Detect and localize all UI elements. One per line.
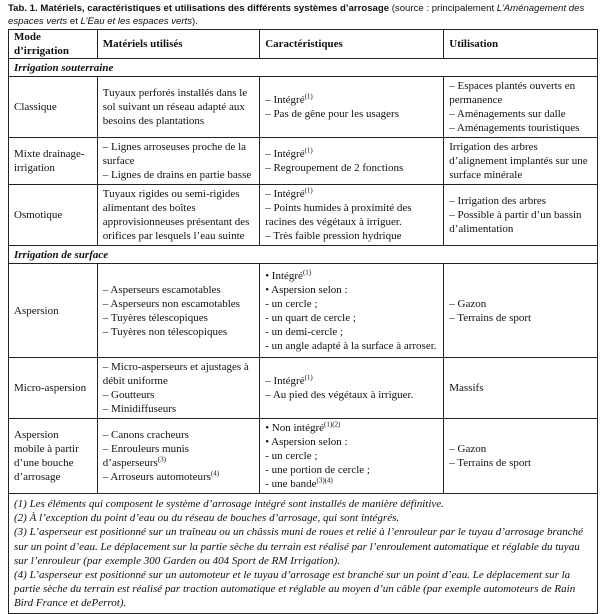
caracteristiques-cell-line-footnote-ref: (1) (302, 267, 312, 276)
materiels-cell-line-footnote-ref: (4) (210, 469, 220, 478)
table-header-row (9, 30, 598, 59)
utilisation-cell-line: – Aménagements sur dalle (449, 108, 566, 120)
caracteristiques-cell-line (265, 93, 438, 107)
section-title: Irrigation de surface (9, 246, 598, 264)
caracteristiques-cell-line-text: • Intégré (265, 269, 303, 282)
materiels-cell (97, 185, 259, 246)
caracteristiques-cell-line-text: - un quart de cercle ; (265, 311, 356, 324)
caracteristiques-cell-line (265, 147, 438, 161)
materiels-cell-line-footnote-ref: (3) (157, 455, 166, 464)
caracteristiques-cell-line (265, 107, 438, 121)
caracteristiques-cell-line-text: - un cercle ; (265, 450, 318, 462)
caracteristiques-cell (260, 419, 444, 494)
irrigation-table (8, 29, 598, 614)
materiels-cell-line: Tuyaux rigides ou semi-rigides alimentant des boîtes approvisionneuses présentant des orifices par lesquels l’eau suinte (102, 188, 250, 242)
caracteristiques-cell-line-text: – Intégré (265, 375, 305, 387)
materiels-cell-line: – Micro-asperseurs et ajustages à débit uniforme (102, 361, 249, 387)
materiels-cell-line: Tuyaux perforés installés dans le sol suivant un réseau adapté aux besoins des plantations (102, 87, 248, 127)
utilisation-cell-line: – Gazon (449, 297, 487, 310)
materiels-cell (97, 419, 259, 494)
materiels-cell (97, 358, 259, 419)
caracteristiques-cell-line (265, 339, 438, 353)
caracteristiques-cell-line (265, 435, 438, 449)
materiels-cell (97, 77, 259, 138)
utilisation-cell-line: – Espaces plantés ouverts en permanence (449, 80, 576, 106)
caracteristiques-cell-line (265, 388, 438, 402)
materiels-cell-line: – Asperseurs non escamotables (102, 297, 240, 310)
section-title: Irrigation souterraine (9, 59, 598, 77)
table-row (9, 264, 598, 358)
caracteristiques-cell-line-text: – Intégré (265, 94, 305, 106)
utilisation-cell-line: – Gazon (449, 443, 487, 455)
caracteristiques-cell-line (265, 269, 438, 283)
caption-source-prefix: (source : principalement (389, 3, 497, 14)
notes-row (9, 494, 598, 614)
caracteristiques-cell-line-text: • Aspersion selon : (265, 283, 348, 296)
caracteristiques-cell-line (265, 161, 438, 175)
materiels-cell-line (103, 442, 254, 470)
footnotes (9, 494, 598, 614)
caption-source-title: L’Aménagement des espaces verts (8, 3, 585, 27)
mode-cell: Aspersion (9, 264, 98, 358)
utilisation-cell-line: Massifs (449, 382, 484, 394)
utilisation-cell-line: – Irrigation des arbres (449, 195, 547, 207)
footnote-item: (2) À l’exception du point d’eau ou du réseau de bouches d’arrosage, qui sont intégrés. (14, 512, 400, 525)
caracteristiques-cell-line-footnote-ref: (1)(2) (324, 420, 341, 429)
caracteristiques-cell (260, 264, 444, 358)
mode-cell: Mixte drainage-irrigation (9, 138, 98, 185)
mode-cell: Osmotique (9, 185, 98, 246)
header-utilisation: Utilisation (444, 30, 598, 59)
caracteristiques-cell-line-text: • Aspersion selon : (265, 436, 348, 448)
utilisation-cell-line: – Terrains de sport (449, 311, 532, 324)
caracteristiques-cell-line (265, 477, 438, 491)
materiels-cell-line-text: – Enrouleurs munis d’asperseurs (102, 443, 189, 469)
mode-cell: Aspersion mobile à partir d’une bouche d’arrosage (9, 419, 98, 494)
caracteristiques-cell-line-text: - un demi-cercle ; (265, 325, 344, 338)
materiels-cell-line: – Asperseurs escamotables (102, 283, 221, 296)
caracteristiques-cell-line-text: – Très faible pression hydrique (265, 230, 402, 242)
materiels-cell-line-text: – Canons cracheurs (102, 429, 189, 441)
materiels-cell-line: – Tuyères non télescopiques (102, 325, 228, 338)
utilisation-cell-line: – Possible à partir d’un bassin d’alimentation (449, 209, 582, 235)
materiels-cell-line (103, 470, 254, 484)
mode-cell: Classique (9, 77, 98, 138)
caracteristiques-cell-line-text: – Intégré (265, 148, 305, 160)
caracteristiques-cell-line (265, 325, 438, 339)
materiels-cell-line: – Lignes arroseuses proche de la surface (102, 141, 247, 167)
caracteristiques-cell-line-text: – Points humides à proximité des racines des végétaux à irriguer. (265, 202, 412, 228)
materiels-cell (97, 138, 259, 185)
caracteristiques-cell-line-text: – Pas de gêne pour les usagers (265, 108, 399, 120)
header-caracteristiques: Caractéristiques (260, 30, 444, 59)
footnote-item: (4) L’asperseur est positionné sur un automoteur et le tuyau d’arrosage est branché sur un point d’eau. Le déplacement sur la partie sèche du terrain est réalisé par traction automatique et réglable au moyen d’un câble (par exemple automoteurs de Rain Bird France et dePerrot). (14, 569, 576, 610)
utilisation-cell (444, 77, 598, 138)
table-caption (8, 3, 598, 28)
caracteristiques-cell-line (265, 421, 438, 435)
caracteristiques-cell (260, 77, 444, 138)
caption-source-mid: et (67, 15, 81, 27)
caracteristiques-cell (260, 185, 444, 246)
caracteristiques-cell (260, 358, 444, 419)
materiels-cell-line: – Goutteurs (102, 389, 155, 401)
caracteristiques-cell-line (265, 187, 438, 201)
caracteristiques-cell-line-text: - une bande (265, 478, 317, 490)
caracteristiques-cell-line (265, 374, 438, 388)
table-body (9, 59, 598, 494)
materiels-cell-line: – Minidiffuseurs (102, 403, 177, 415)
caracteristiques-cell-line-text: - un cercle ; (265, 297, 318, 310)
caracteristiques-cell-line (265, 229, 438, 243)
table-row (9, 77, 598, 138)
caracteristiques-cell-line (265, 463, 438, 477)
footnote-item: (3) L’asperseur est positionné sur un traîneau ou un châssis muni de roues et relié à l’enrouleur par le tuyau d’arrosage branché sur un point d’eau. Le déplacement sur la partie sèche du terrain est réalisé par l’enroulement automatique et réglable du tuyau sur l’enrouleur (par exemple 300 Garden ou 404 Sport de RM Irrigation). (14, 526, 583, 567)
section-row (9, 246, 598, 264)
caracteristiques-cell-line (265, 311, 438, 325)
caracteristiques-cell-line-text: - une portion de cercle ; (265, 464, 370, 476)
caracteristiques-cell-line (265, 297, 438, 311)
utilisation-cell (444, 138, 598, 185)
caption-source-suffix: ). (192, 15, 198, 27)
header-mode: Mode d’irrigation (9, 30, 98, 59)
materiels-cell-line-text: – Arroseurs automoteurs (102, 471, 211, 483)
caracteristiques-cell-line-footnote-ref: (3)(4) (316, 476, 333, 485)
caracteristiques-cell-line-footnote-ref: (1) (304, 92, 313, 101)
caracteristiques-cell (260, 138, 444, 185)
caracteristiques-cell-line (265, 449, 438, 463)
caracteristiques-cell-line-text: • Non intégré (265, 422, 325, 434)
materiels-cell-line: – Lignes de drains en partie basse (102, 169, 252, 181)
materiels-cell (97, 264, 259, 358)
utilisation-cell (444, 185, 598, 246)
caracteristiques-cell-line (265, 201, 438, 229)
caption-label: Tab. 1. Matériels, caractéristiques et utilisations des différents systèmes d’arrosage (8, 3, 390, 14)
utilisation-cell-line: – Terrains de sport (449, 457, 532, 469)
utilisation-cell (444, 419, 598, 494)
caracteristiques-cell-line-footnote-ref: (1) (304, 146, 313, 155)
caracteristiques-cell-line-text: – Au pied des végétaux à irriguer. (265, 389, 414, 401)
utilisation-cell (444, 358, 598, 419)
table-row (9, 185, 598, 246)
caracteristiques-cell-line-text: – Intégré (265, 188, 305, 200)
caracteristiques-cell-line-footnote-ref: (1) (304, 186, 313, 195)
utilisation-cell-line: – Aménagements touristiques (449, 122, 580, 134)
caracteristiques-cell-line-text: - un angle adapté à la surface à arroser. (265, 339, 437, 352)
section-row (9, 59, 598, 77)
table-row (9, 358, 598, 419)
caracteristiques-cell-line (265, 283, 438, 297)
materiels-cell-line (103, 428, 254, 442)
caracteristiques-cell-line-footnote-ref: (1) (304, 373, 313, 382)
utilisation-cell (444, 264, 598, 358)
header-materiels: Matériels utilisés (97, 30, 259, 59)
footnote-item: (1) Les éléments qui composent le système d’arrosage intégré sont installés de manière définitive. (14, 498, 444, 510)
table-row (9, 419, 598, 494)
utilisation-cell-line: Irrigation des arbres d’alignement implantés sur une surface minérale (449, 141, 588, 181)
caracteristiques-cell-line-text: – Regroupement de 2 fonctions (265, 162, 404, 174)
mode-cell: Micro-aspersion (9, 358, 98, 419)
caption-source-title-2: L’Eau et les espaces verts (80, 15, 193, 27)
materiels-cell-line: – Tuyères télescopiques (102, 311, 208, 324)
table-row (9, 138, 598, 185)
